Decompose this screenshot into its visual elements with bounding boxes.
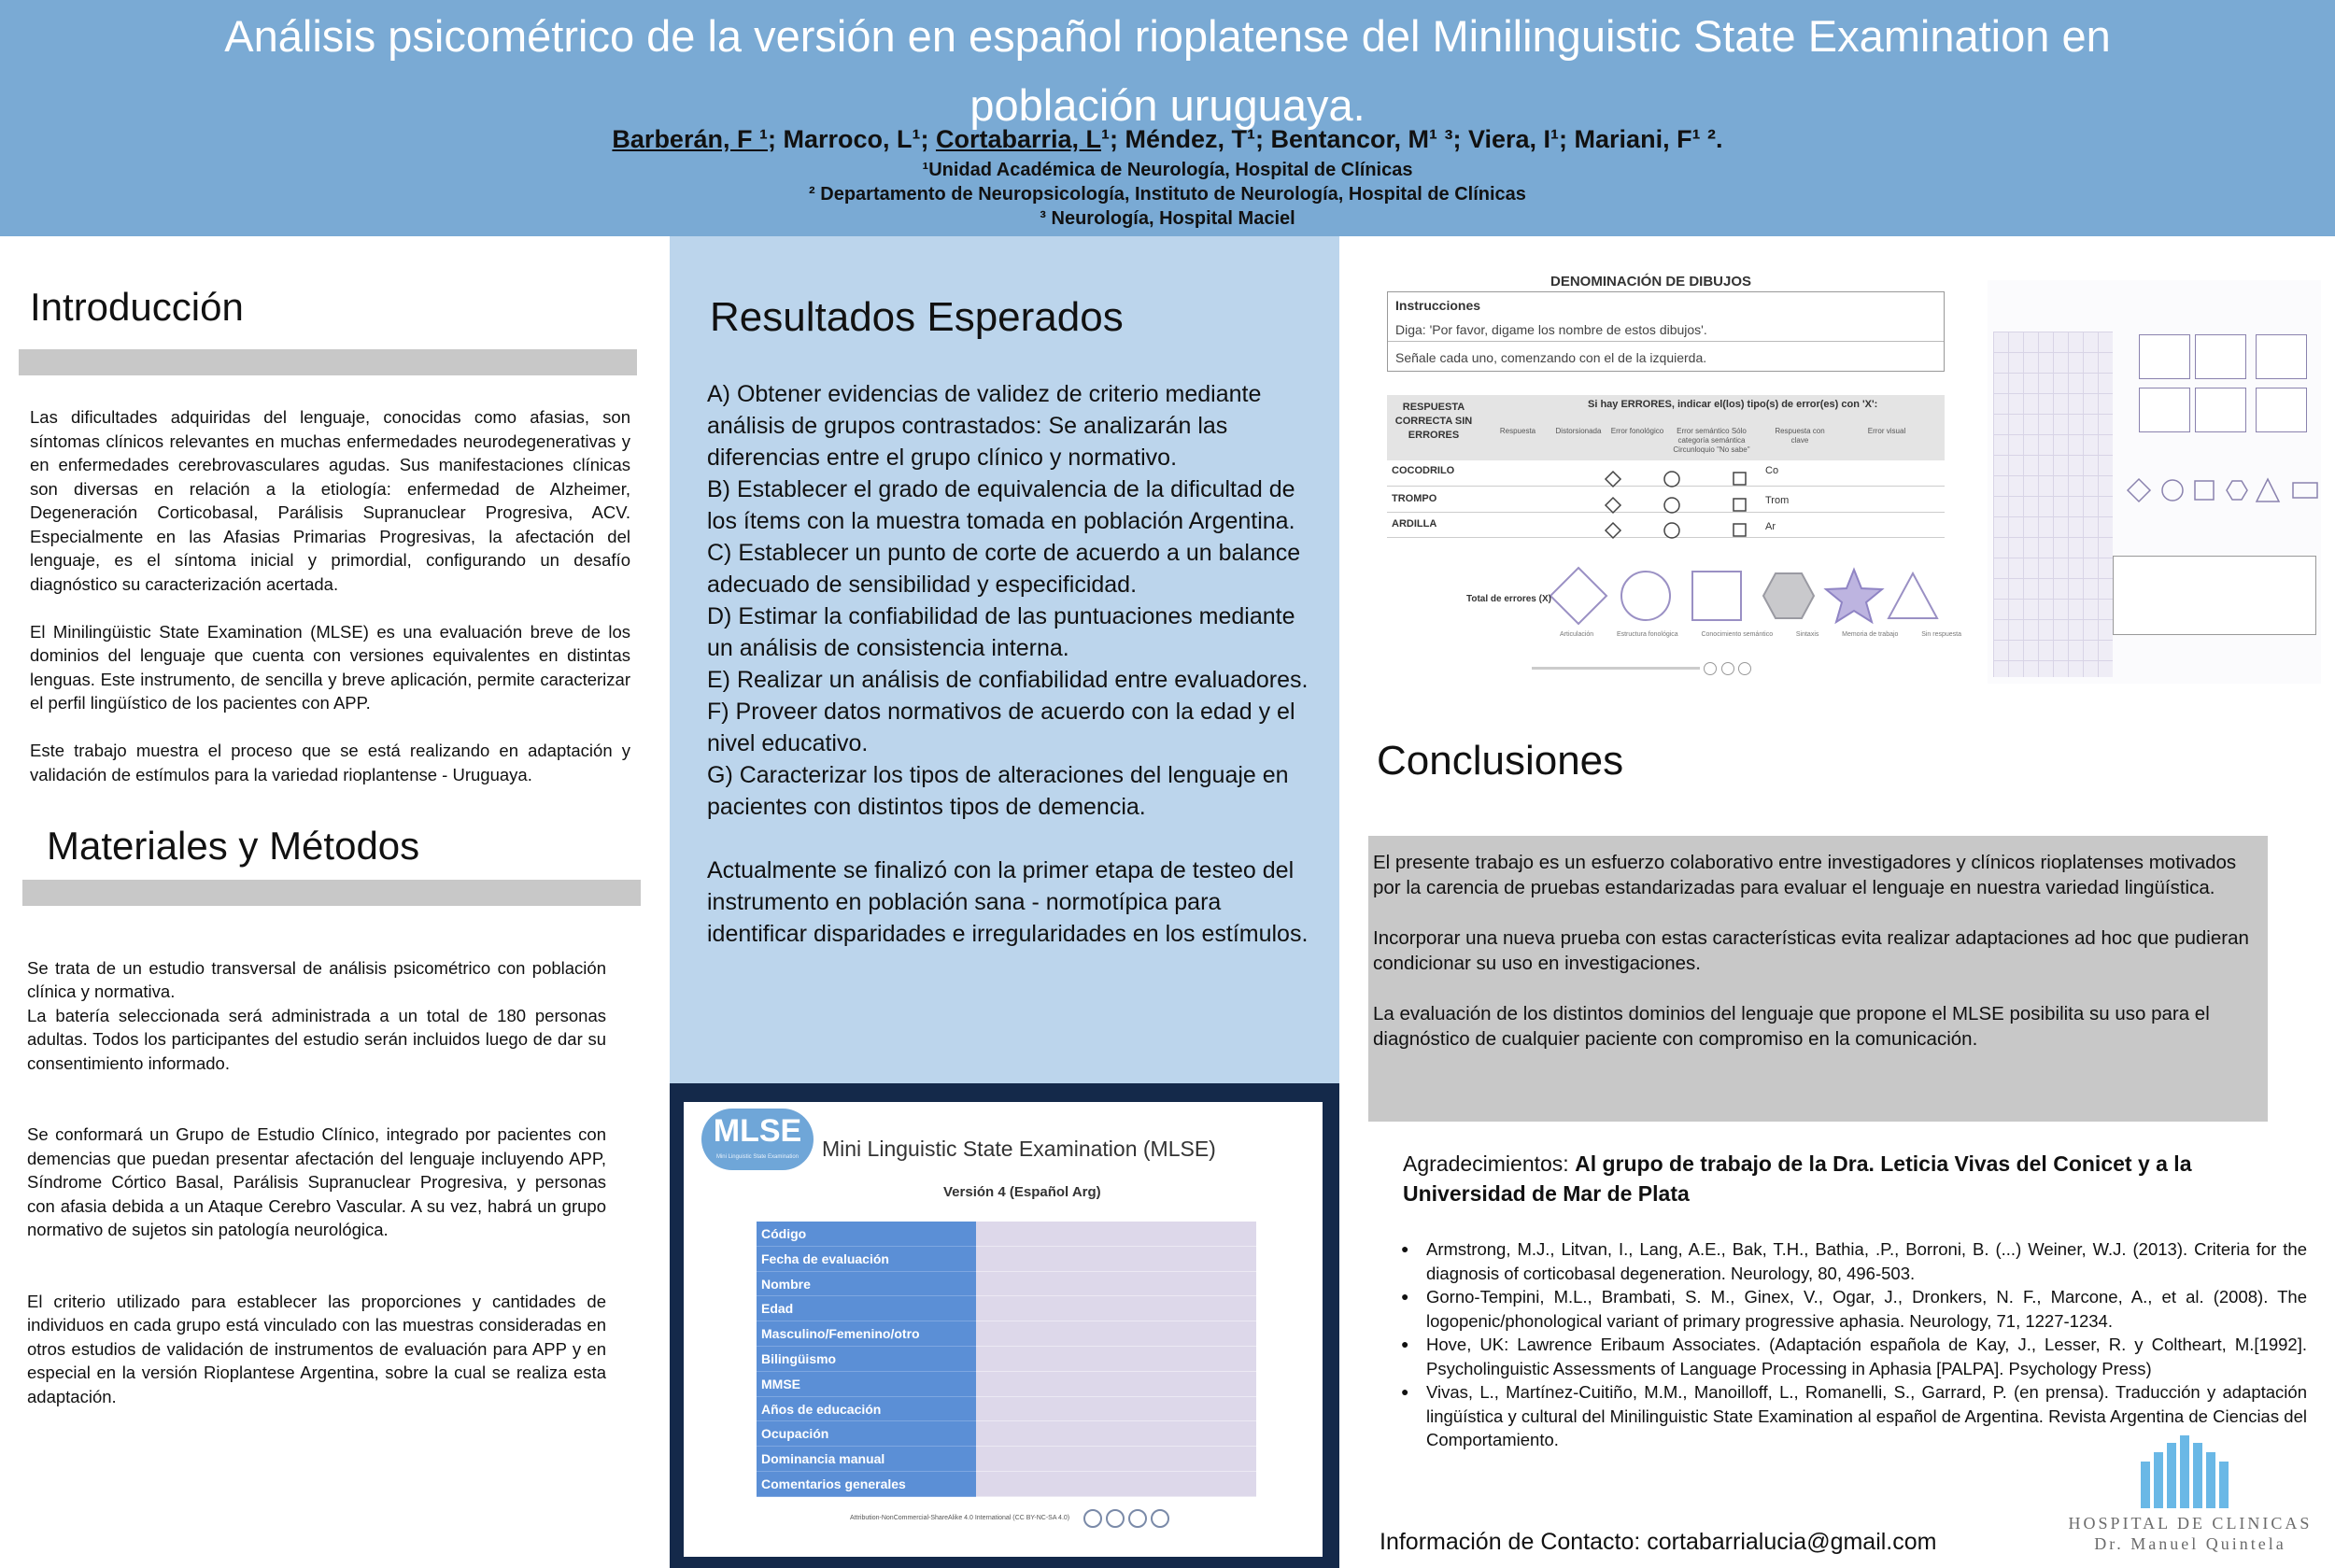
nc-icon xyxy=(1128,1509,1147,1528)
diamond-checkbox xyxy=(1606,498,1620,513)
form-field-value xyxy=(976,1296,1256,1321)
results-title: Resultados Esperados xyxy=(710,294,1124,340)
score-box xyxy=(2256,388,2307,432)
logo-bar xyxy=(2154,1452,2163,1508)
shape-label: Sin respuesta xyxy=(1921,631,1961,638)
score-box xyxy=(2195,388,2246,432)
form-field-label: Comentarios generales xyxy=(757,1472,976,1497)
square-checkbox xyxy=(1734,499,1746,511)
methods-paragraph: Se conformará un Grupo de Estudio Clínico, integrado por pacientes con demencias que puedan presentar afectación del lenguaje incluyendo APP, Síndrome Córtico Basal, Parálisis Supranuclear Progresiva, y personas con afasia debida a un Ataque Cerebro Vascular. A su vez, habrá un grupo normativo de sujetos sin patología neurológica. xyxy=(27,1124,606,1239)
affiliation-2: ² Departamento de Neuropsicología, Instituto de Neurología, Hospital de Clínicas xyxy=(809,184,1526,205)
scoring-grid xyxy=(1993,332,2113,677)
errors-header: Si hay ERRORES, indicar el(los) tipo(s) de error(es) con 'X': xyxy=(1588,399,1878,410)
reference-item: ● Gorno-Tempini, M.L., Brambati, S. M., Ginex, V., Ogar, J., Dronkers, N. F., Marcone, A., et al. (2008). The logopenic/phonological variant of primary progressive aphasia. Neurology, 71, 1227-1234. xyxy=(1401,1285,2307,1333)
cc-license-icons xyxy=(1083,1509,1169,1528)
methods-divider xyxy=(22,880,641,906)
form-field-value xyxy=(976,1472,1256,1497)
shape-label: Sintaxis xyxy=(1795,631,1819,638)
form-row xyxy=(757,1247,1256,1272)
author-marroco: ; Marroco, L¹; xyxy=(767,125,936,153)
clue-item: Trom xyxy=(1765,495,1790,506)
conclusions-title: Conclusiones xyxy=(1377,738,1624,784)
logo-bar xyxy=(2219,1462,2229,1508)
form-field-value xyxy=(976,1247,1256,1272)
form-row xyxy=(757,1347,1256,1372)
logo-bar xyxy=(2193,1443,2202,1508)
mlse-logo xyxy=(701,1109,814,1170)
shape-legend xyxy=(1560,631,1961,638)
contact-email[interactable]: cortabarrialucia@gmail.com xyxy=(1647,1529,1937,1555)
conclusion-paragraph: La evaluación de los distintos dominios del lenguaje que propone el MLSE posibilita su uso para el diagnóstico de cualquier paciente con compromiso en la comunicación. xyxy=(1373,1003,2210,1050)
form-field-value xyxy=(976,1222,1256,1247)
shape-label: Memoria de trabajo xyxy=(1842,631,1899,638)
test-item: TROMPO xyxy=(1392,493,1437,504)
result-item: D) Estimar la confiabilidad de las puntuaciones mediante un análisis de consistencia interna. xyxy=(707,603,1295,661)
methods-paragraph: Se trata de un estudio transversal de análisis psicométrico con población clínica y normativa. La batería seleccionada será administrada a un total de 180 personas adultas. Todos los participantes del estudio serán incluidos luego de dar su consentimiento informado. xyxy=(27,957,606,1073)
form-row xyxy=(757,1421,1256,1447)
form-field-label: Ocupación xyxy=(757,1421,976,1447)
conclusions-body xyxy=(1373,850,2260,1077)
shape-label: Articulación xyxy=(1560,631,1594,638)
diamond-icon xyxy=(1550,568,1606,624)
column-header: Distorsionada xyxy=(1555,427,1602,435)
score-box xyxy=(2139,334,2190,379)
result-item: C) Establecer un punto de corte de acuerdo a un balance adecuado de sensibilidad y especificidad. xyxy=(707,540,1301,598)
mlse-form-title: Mini Linguistic State Examination (MLSE) xyxy=(822,1137,1216,1161)
hospital-subname: Dr. Manuel Quintela xyxy=(2094,1534,2286,1553)
conclusion-paragraph: Incorporar una nueva prueba con estas características evita realizar adaptaciones ad hoc que pudieran condicionar su uso en investigaciones. xyxy=(1373,927,2249,974)
form-row xyxy=(757,1222,1256,1247)
methods-body xyxy=(27,932,606,1433)
diamond-icon xyxy=(2128,479,2150,501)
square-checkbox xyxy=(1734,524,1746,536)
star-icon xyxy=(1826,570,1882,622)
results-body xyxy=(707,378,1314,950)
form-field-value xyxy=(976,1347,1256,1372)
form-row xyxy=(757,1472,1256,1497)
total-box xyxy=(2293,483,2317,498)
hospital-logo xyxy=(2064,1434,2316,1564)
test-item: ARDILLA xyxy=(1392,518,1437,530)
form-field-value xyxy=(976,1272,1256,1297)
form-row xyxy=(757,1397,1256,1422)
mlse-logo-text: MLSE xyxy=(713,1113,802,1149)
result-item: E) Realizar un análisis de confiabilidad entre evaluadores. xyxy=(707,667,1309,693)
score-box xyxy=(2139,388,2190,432)
intro-paragraph: El Minilingüistic State Examination (MLSE) es una evaluación breve de los dominios del lenguaje que cuenta con versiones equivalentes en distintas lenguas. Este instrumento, de sencilla y breve aplicación, permite caracterizar el perfil lingüístico de los pacientes con APP. xyxy=(30,621,630,713)
circle-icon xyxy=(1621,572,1670,620)
square-icon xyxy=(2195,481,2214,500)
circle-checkbox xyxy=(1664,523,1679,538)
form-field-label: Código xyxy=(757,1222,976,1247)
mlse-form-version: Versión 4 (Español Arg) xyxy=(943,1184,1101,1200)
hospital-name: HOSPITAL DE CLINICAS xyxy=(2068,1514,2313,1533)
square-checkbox xyxy=(1734,473,1746,485)
result-item: B) Establecer el grado de equivalencia de la dificultad de los ítems con la muestra tomada en población Argentina. xyxy=(707,476,1295,534)
author-others: ¹; Méndez, T¹; Bentancor, M¹ ³; Viera, I¹; Mariani, F¹ ². xyxy=(1101,125,1723,153)
acknowledgements xyxy=(1403,1149,2243,1208)
hexagon-icon xyxy=(1763,573,1814,618)
logo-bar xyxy=(2180,1435,2189,1508)
acknowledgements-text: Al grupo de trabajo de la Dra. Leticia Vivas del Conicet y a la Universidad de Mar de Plata xyxy=(1403,1151,2192,1206)
form-field-label: Fecha de evaluación xyxy=(757,1247,976,1272)
affiliation-3: ³ Neurología, Hospital Maciel xyxy=(1040,208,1295,229)
shape-label: Conocimiento semántico xyxy=(1701,631,1774,638)
instructions-box xyxy=(1387,291,1945,372)
cc-icon xyxy=(1704,662,1717,675)
mlse-form-table xyxy=(757,1222,1256,1497)
references-list xyxy=(1401,1237,2307,1452)
circle-checkbox xyxy=(1664,472,1679,487)
score-box xyxy=(2195,334,2246,379)
instruction-line: Señale cada uno, comenzando con el de la izquierda. xyxy=(1395,350,1707,365)
form-field-value xyxy=(976,1397,1256,1422)
intro-divider xyxy=(19,349,637,375)
acknowledgements-label: Agradecimientos: xyxy=(1403,1151,1569,1176)
shape-label: Estructura fonológica xyxy=(1616,631,1678,638)
license-strip xyxy=(1532,660,1821,673)
intro-title: Introducción xyxy=(30,285,244,329)
square-icon xyxy=(1692,572,1741,620)
reference-item: ● Hove, UK: Lawrence Eribaum Associates. (Adaptación española de Kay, J., Lesser, R. y Coltheart, M.[1992]. Psycholinguistic Assessments of Language Processing in Aphasia [PALPA]. Psychology Press) xyxy=(1401,1333,2307,1380)
author-cortabarria: Cortabarria, L xyxy=(935,125,1102,153)
results-closing: Actualmente se finalizó con la primer etapa de testeo del instrumento en población sana - normotípica para identificar disparidades e irregularidades en los estímulos. xyxy=(707,857,1309,947)
form-field-value xyxy=(976,1421,1256,1447)
reference-item: ● Armstrong, M.J., Litvan, I., Lang, A.E., Bak, T.H., Bathia, .P., Borroni, B. (...) Weiner, W.J. (2013). Criteria for the diagnosis of corticobasal degeneration. Neurology, 80, 496-503. xyxy=(1401,1237,2307,1285)
form-row xyxy=(757,1296,1256,1321)
hospital-logo-mark xyxy=(2141,1434,2243,1508)
column-header: Error semántico Sólo categoría semántica Circunloquio "No sabe" xyxy=(1673,427,1750,454)
form-field-label: Edad xyxy=(757,1296,976,1321)
form-field-label: Bilingüismo xyxy=(757,1347,976,1372)
license-line xyxy=(1532,667,1700,670)
column-header: Error visual xyxy=(1867,427,1906,435)
hexagon-icon xyxy=(2227,481,2247,500)
circle-icon xyxy=(2162,480,2183,501)
clue-item: Ar xyxy=(1765,521,1776,532)
conclusion-paragraph: El presente trabajo es un esfuerzo colaborativo entre investigadores y clínicos rioplatenses motivados por la carencia de pruebas estandarizadas para evaluar el lenguaje en nuestra variedad lingüística. xyxy=(1373,852,2237,898)
form-field-value xyxy=(976,1321,1256,1347)
correct-response-header: RESPUESTA CORRECTA SIN ERRORES xyxy=(1394,402,1473,441)
naming-test-header xyxy=(1387,395,1945,460)
score-box xyxy=(2256,334,2307,379)
spacer xyxy=(707,823,1314,855)
reference-item: ● Vivas, L., Martínez-Cuitiño, M.M., Manoilloff, L., Romanelli, S., Garrard, P. (en prensa). Traducción y adaptación lingüística y cultural del Minilinguistic State Examination al español de Argentina. Revista Argentina de Ciencias del Comportamiento. xyxy=(1401,1380,2307,1452)
triangle-icon xyxy=(1889,573,1937,618)
hospital-logo-text xyxy=(2064,1513,2316,1554)
contact-info xyxy=(1380,1529,1937,1556)
intro-paragraph: Este trabajo muestra el proceso que se está realizando en adaptación y validación de estímulos para la variedad rioplantense - Uruguaya. xyxy=(30,741,630,784)
diamond-checkbox xyxy=(1606,523,1620,538)
mlse-form-license: Attribution-NonCommercial-ShareAlike 4.0 International (CC BY-NC-SA 4.0) xyxy=(850,1515,1070,1521)
form-field-label: MMSE xyxy=(757,1372,976,1397)
naming-test-title: DENOMINACIÓN DE DIBUJOS xyxy=(1550,274,1752,290)
column-header: Respuesta xyxy=(1499,427,1536,435)
total-errors-label: Total de errores (X) xyxy=(1466,594,1551,604)
methods-paragraph: El criterio utilizado para establecer las proporciones y cantidades de individuos en cada grupo está vinculado con las muestras consideradas en otros estudios de validación de instrumentos de evaluación para APP y en especial en la versión Rioplantese Argentina, sobre la cual se realiza esta adaptación. xyxy=(27,1291,606,1406)
global-score-formula xyxy=(2120,472,2321,509)
test-item: COCODRILO xyxy=(1392,465,1455,476)
sa-icon xyxy=(1151,1509,1169,1528)
poster-header xyxy=(0,0,2335,236)
by-icon xyxy=(1106,1509,1125,1528)
form-field-value xyxy=(976,1372,1256,1397)
form-field-label: Masculino/Femenino/otro xyxy=(757,1321,976,1347)
triangle-icon xyxy=(2257,479,2279,501)
form-row xyxy=(757,1372,1256,1397)
contact-label: Información de Contacto: xyxy=(1380,1529,1641,1555)
diamond-checkbox xyxy=(1606,472,1620,487)
column-header: Respuesta con clave xyxy=(1775,427,1825,445)
affiliation-1: ¹Unidad Académica de Neurología, Hospital de Clínicas xyxy=(922,160,1413,180)
mlse-logo-subtext: Mini Linguistic State Examination xyxy=(715,1154,800,1160)
instructions-label: Instrucciones xyxy=(1395,298,1481,313)
form-field-label: Años de educación xyxy=(757,1397,976,1422)
divider xyxy=(1388,341,1944,342)
form-row xyxy=(757,1321,1256,1347)
author-list xyxy=(0,125,2335,154)
form-row xyxy=(757,1447,1256,1472)
column-header: Error fonológico xyxy=(1610,427,1664,435)
form-field-value xyxy=(976,1447,1256,1472)
author-barberan: Barberán, F ¹ xyxy=(612,125,768,153)
form-field-label: Nombre xyxy=(757,1272,976,1297)
instruction-line: Diga: 'Por favor, digame los nombre de estos dibujos'. xyxy=(1395,322,1707,337)
logo-bar xyxy=(2167,1443,2176,1508)
logo-bar xyxy=(2206,1452,2215,1508)
intro-paragraph: Las dificultades adquiridas del lenguaje, conocidas como afasias, son síntomas clínicos relevantes en muchas enfermedades neurodegenerativas y en enfermedades cerebrovasculares agudas. Sus manifestaciones clínicas son diversas en relación a la etiología: enfermedad de Alzheimer, Degeneración Corticobasal, Parálisis Supranuclear Progresiva, ACV. Especialmente en las Afasias Primarias Progresivas, la afectación del lenguaje, es el síntoma inicial y primordial, configurando un desafío diagnóstico su caracterización acertada. xyxy=(30,407,630,594)
methods-title: Materiales y Métodos xyxy=(47,824,420,868)
clue-item: Co xyxy=(1765,465,1779,476)
nc-icon xyxy=(1738,662,1751,675)
result-item: G) Caracterizar los tipos de alteraciones del lenguaje en pacientes con distintos tipos de demencia. xyxy=(707,762,1289,820)
poster-title: Análisis psicométrico de la versión en español rioplatense del Minilinguistic State Examination en población uruguaya. xyxy=(224,11,2111,130)
cc-icon xyxy=(1083,1509,1102,1528)
intro-body xyxy=(30,405,630,786)
form-row xyxy=(757,1272,1256,1297)
logo-bar xyxy=(2141,1462,2150,1508)
result-item: F) Proveer datos normativos de acuerdo con la edad y el nivel educativo. xyxy=(707,699,1295,756)
result-item: A) Obtener evidencias de validez de criterio mediante análisis de grupos contrastados: Se analizarán las diferencias entre el grupo clínico y normativo. xyxy=(707,381,1262,471)
syndrome-guide-box xyxy=(2113,556,2316,635)
by-icon xyxy=(1721,662,1734,675)
circle-checkbox xyxy=(1664,498,1679,513)
form-field-label: Dominancia manual xyxy=(757,1447,976,1472)
